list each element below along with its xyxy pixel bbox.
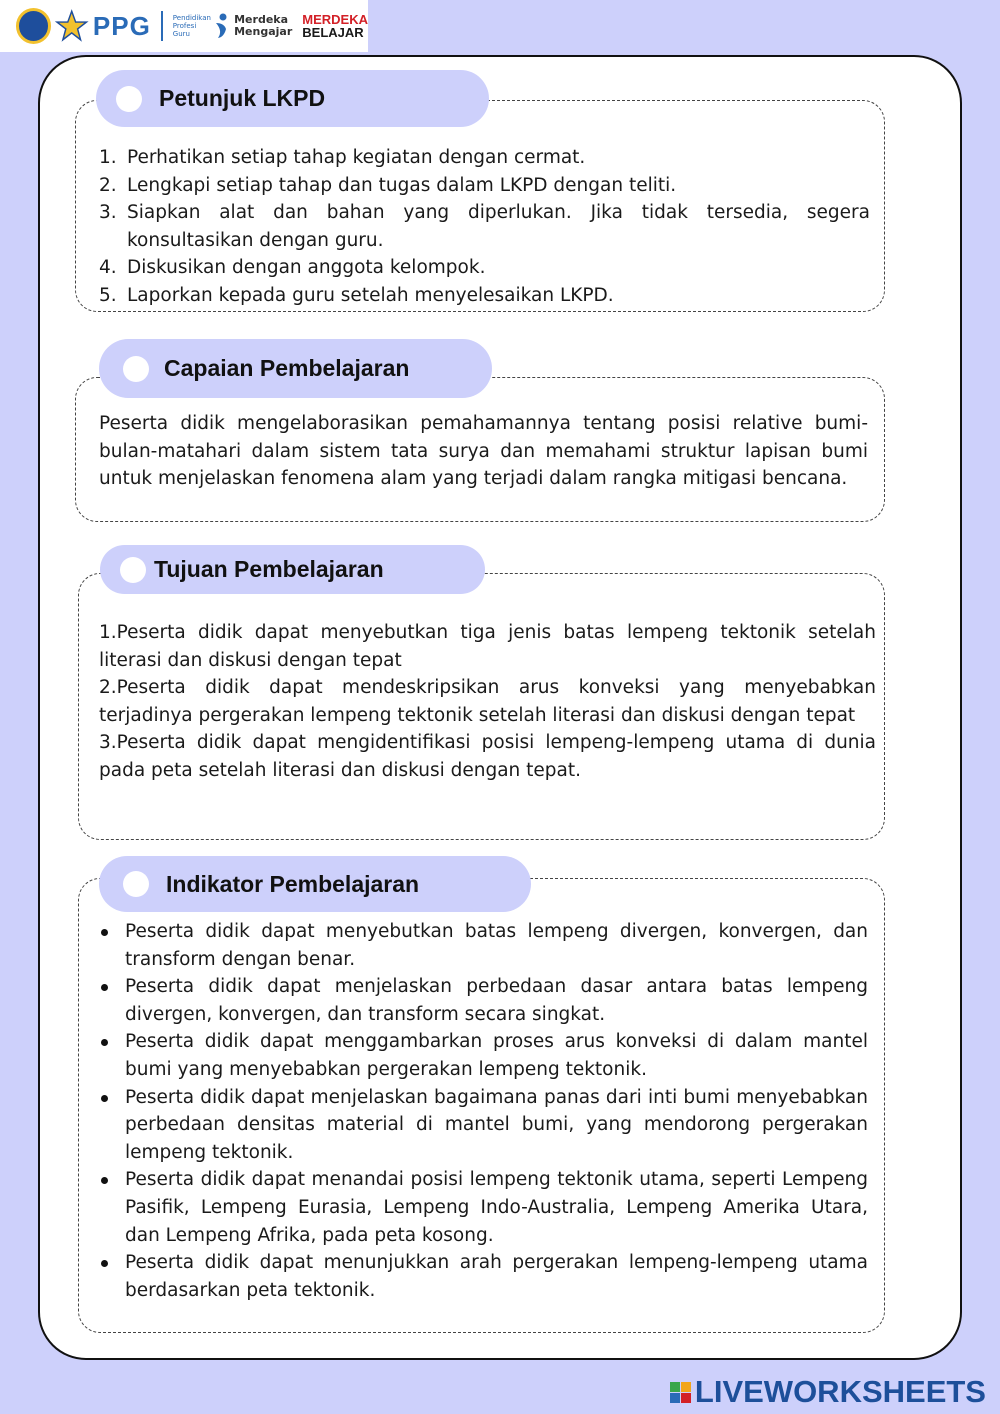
- merdeka-mengajar-logo: [214, 13, 292, 39]
- header-logo-bar: [0, 0, 368, 52]
- list-item: Peserta didik dapat menjelaskan perbedaan dasar antara batas lempeng divergen, konvergen, dan transform secara singkat.: [99, 973, 868, 1028]
- capaian-title: Capaian Pembelajaran: [164, 355, 410, 381]
- liveworksheets-logo: [670, 1374, 986, 1410]
- tujuan-item: 2.Peserta didik dapat mendeskripsikan arus konveksi yang menyebabkan terjadinya pergerakan lempeng tektonik setelah literasi dan diskusi dengan tepat: [99, 677, 876, 726]
- grid-cell: [670, 1382, 680, 1392]
- ppg-subtitle: [173, 14, 212, 38]
- list-item: [99, 254, 870, 282]
- list-number: 4.: [99, 257, 117, 279]
- list-number: 1.: [99, 147, 117, 168]
- list-item: [99, 282, 870, 310]
- ppg-logo-text: PPG: [92, 10, 151, 41]
- ppg-subtitle-line: Profesi: [172, 22, 197, 30]
- capaian-text: Peserta didik mengelaborasikan pemahamannya tentang posisi relative bumi-bulan-matahari dalam sistem tata surya dan memahami struktur lapisan bumi untuk menjelaskan fenomena alam yang terjadi dalam rangka mitigasi bencana.: [99, 413, 868, 490]
- liveworksheets-brand: LIVEWORKSHEETS: [694, 1374, 986, 1409]
- merdeka-mengajar-line: Mengajar: [234, 25, 293, 38]
- list-item: Peserta didik dapat menandai posisi lempeng tektonik utama, seperti Lempeng Pasifik, Lempeng Eurasia, Lempeng Indo-Australia, Lempeng Amerika Utara, dan Lempeng Afrika, pada peta kosong.: [99, 1166, 868, 1249]
- indikator-title-pill: [99, 856, 531, 912]
- tujuan-list: [99, 619, 876, 785]
- bullet-circle-icon: [123, 356, 149, 382]
- merdeka-mengajar-icon: [214, 13, 230, 39]
- grid-cell: [681, 1393, 691, 1403]
- list-text: Laporkan kepada guru setelah menyelesaikan LKPD.: [127, 284, 614, 306]
- grid-cell: [681, 1382, 691, 1392]
- grid-cell: [670, 1393, 680, 1403]
- ppg-subtitle-line: Guru: [172, 30, 190, 38]
- petunjuk-title-pill: [96, 70, 489, 127]
- logo-divider: [161, 11, 163, 41]
- list-item: Peserta didik dapat menyebutkan batas lempeng divergen, konvergen, dan transform dengan benar.: [99, 918, 868, 973]
- list-item: [99, 144, 870, 172]
- bullet-circle-icon: [123, 871, 149, 897]
- merdeka-belajar-logo: [302, 13, 368, 39]
- tujuan-title-pill: [100, 545, 485, 594]
- indikator-list: [99, 918, 868, 1304]
- merdeka-mengajar-line: Merdeka: [234, 13, 289, 26]
- kemdikbud-emblem-icon: [16, 8, 51, 44]
- indikator-title: Indikator Pembelajaran: [166, 870, 420, 897]
- indikator-list-wrap: [99, 918, 868, 1304]
- list-number: 5.: [99, 284, 117, 306]
- tujuan-item: 1.Peserta didik dapat menyebutkan tiga jenis batas lempeng tektonik setelah literasi dan diskusi dengan tepat: [99, 622, 876, 671]
- tujuan-item: 3.Peserta didik dapat mengidentifikasi posisi lempeng-lempeng utama di dunia pada peta setelah literasi dan diskusi dengan tepat.: [99, 732, 876, 781]
- merdeka-belajar-line: BELAJAR: [302, 25, 364, 40]
- ppg-subtitle-line: Pendidikan: [172, 14, 211, 22]
- petunjuk-title: Petunjuk LKPD: [159, 85, 326, 111]
- list-item: Peserta didik dapat menunjukkan arah pergerakan lempeng-lempeng utama berdasarkan peta tektonik.: [99, 1249, 868, 1304]
- liveworksheets-grid-icon: [670, 1382, 691, 1403]
- list-number: 3.: [99, 202, 117, 224]
- list-item: Peserta didik dapat menjelaskan bagaimana panas dari inti bumi menyebabkan perbedaan densitas material di mantel bumi, yang mendorong pergerakan lempeng tektonik.: [99, 1084, 868, 1167]
- list-item: Peserta didik dapat menggambarkan proses arus konveksi di dalam mantel bumi yang menyebabkan pergerakan lempeng tektonik.: [99, 1028, 868, 1083]
- list-number: 2.: [99, 174, 117, 196]
- list-text: Siapkan alat dan bahan yang diperlukan. Jika tidak tersedia, segera konsultasikan dengan guru.: [127, 202, 870, 251]
- list-text: Diskusikan dengan anggota kelompok.: [127, 257, 486, 279]
- petunjuk-list: [99, 144, 870, 310]
- capaian-title-pill: [99, 339, 492, 398]
- bullet-circle-icon: [120, 557, 146, 583]
- list-item: [99, 199, 870, 254]
- list-item: [99, 172, 870, 200]
- bullet-circle-icon: [116, 86, 142, 112]
- merdeka-belajar-line: MERDEKA: [302, 12, 368, 27]
- list-text: Perhatikan setiap tahap kegiatan dengan cermat.: [127, 147, 586, 168]
- tujuan-title: Tujuan Pembelajaran: [154, 556, 384, 582]
- tut-wuri-star-icon: [55, 9, 88, 43]
- list-text: Lengkapi setiap tahap dan tugas dalam LKPD dengan teliti.: [127, 174, 677, 196]
- petunjuk-list-wrap: [99, 144, 870, 310]
